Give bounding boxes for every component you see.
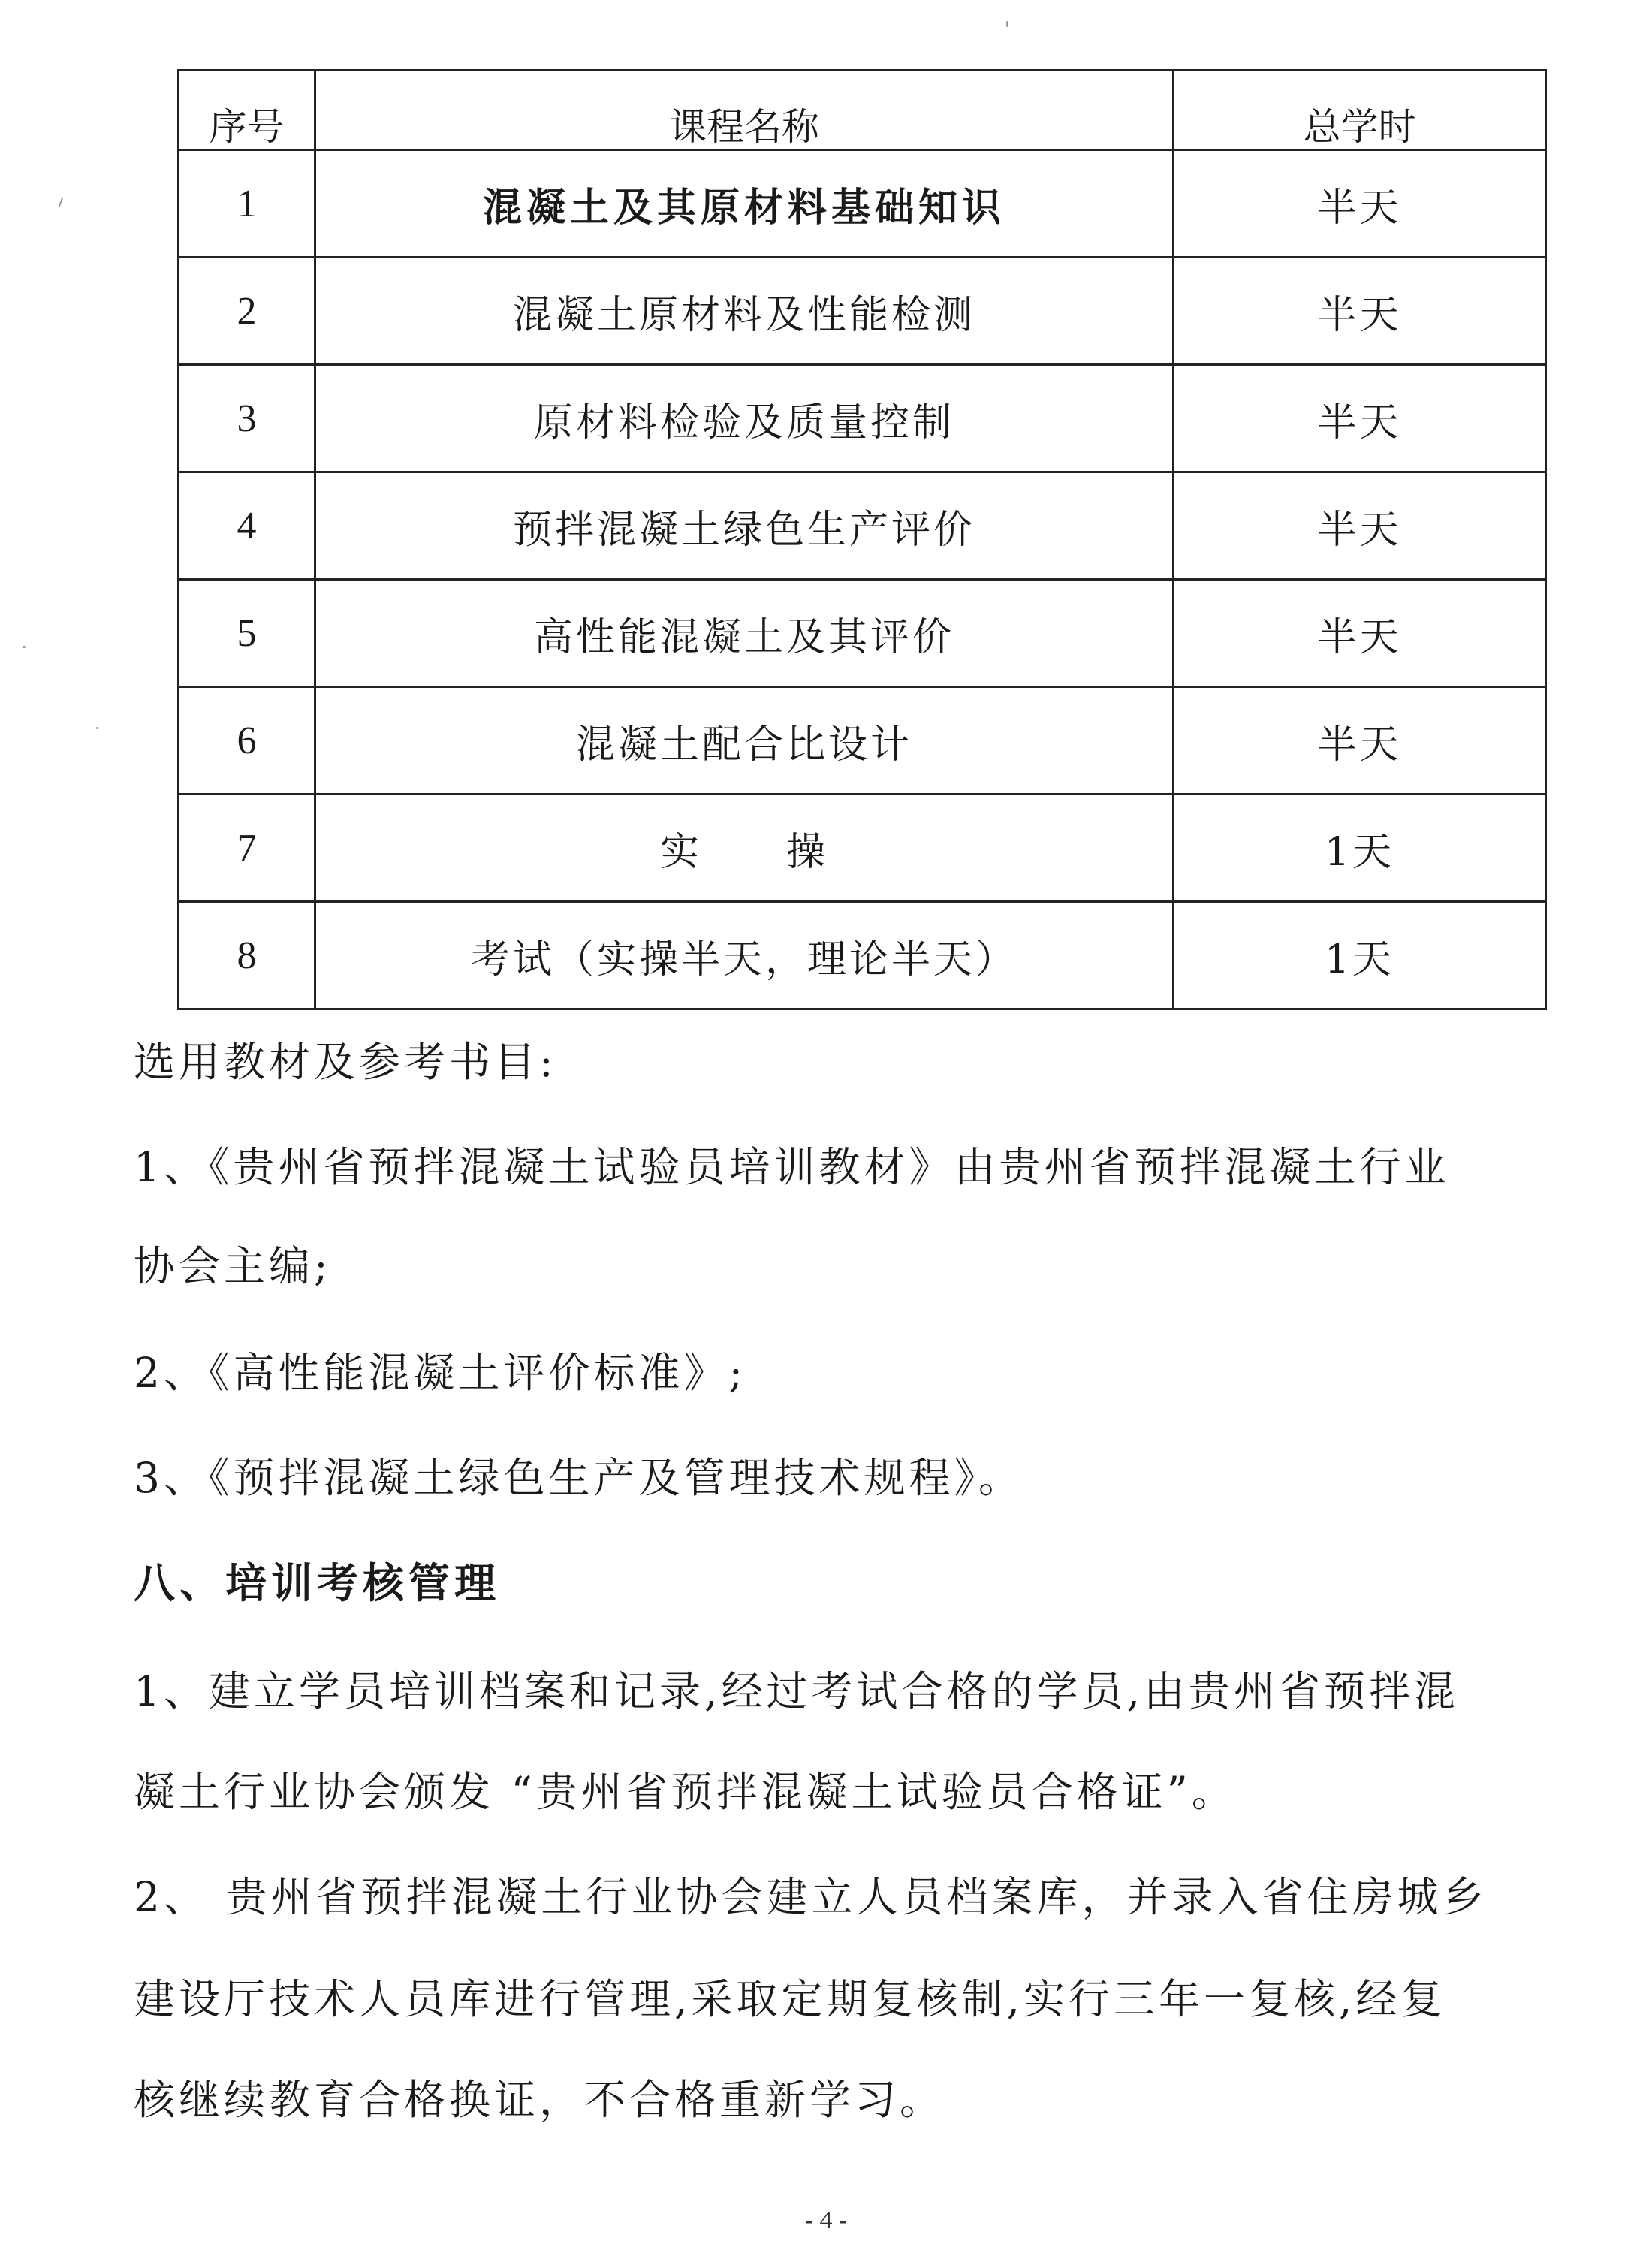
section-paragraph-2-line-3: 核继续教育合格换证，不合格重新学习。 — [134, 2076, 945, 2124]
course-schedule-table — [177, 69, 1547, 1010]
row-hours: 半天 — [1174, 365, 1546, 472]
textbook-item-2: 2、《高性能混凝土评价标准》; — [134, 1349, 747, 1397]
table-row — [179, 258, 1546, 365]
row-course-name: 混凝土配合比设计 — [315, 687, 1174, 795]
textbook-item-3: 3、《预拌混凝土绿色生产及管理技术规程》。 — [134, 1454, 1023, 1502]
textbook-item-1-line-2: 协会主编; — [134, 1242, 332, 1290]
scan-speck — [1006, 21, 1008, 27]
textbooks-intro: 选用教材及参考书目: — [134, 1038, 557, 1086]
row-seq: 2 — [179, 258, 315, 365]
page-number: - 4 - — [804, 2206, 848, 2234]
table-row — [179, 795, 1546, 902]
scan-speck — [23, 646, 26, 648]
row-hours: 半天 — [1174, 687, 1546, 795]
row-course-name: 实 操 — [315, 795, 1174, 902]
scan-speck — [59, 197, 64, 207]
section-paragraph-2-line-2: 建设厅技术人员库进行管理,采取定期复核制,实行三年一复核,经复 — [134, 1975, 1446, 2023]
row-hours: 半天 — [1174, 258, 1546, 365]
table-row — [179, 902, 1546, 1009]
row-seq: 3 — [179, 365, 315, 472]
table-row — [179, 365, 1546, 472]
row-seq: 6 — [179, 687, 315, 795]
textbook-item-1-line-1: 1、《贵州省预拌混凝土试验员培训教材》由贵州省预拌混凝土行业 — [134, 1143, 1450, 1191]
table-row — [179, 687, 1546, 795]
header-course-name: 课程名称 — [315, 71, 1174, 150]
row-course-name: 混凝土原材料及性能检测 — [315, 258, 1174, 365]
row-seq: 7 — [179, 795, 315, 902]
row-course-name: 高性能混凝土及其评价 — [315, 580, 1174, 687]
row-course-name: 考试（实操半天，理论半天） — [315, 902, 1174, 1009]
row-seq: 4 — [179, 472, 315, 580]
section-paragraph-1-line-1: 1、建立学员培训档案和记录,经过考试合格的学员,由贵州省预拌混 — [134, 1667, 1459, 1715]
row-course-name: 混凝土及其原材料基础知识 — [315, 150, 1174, 258]
section-paragraph-1-line-2: 凝土行业协会颁发 “贵州省预拌混凝土试验员合格证”。 — [134, 1768, 1237, 1816]
row-hours: 半天 — [1174, 150, 1546, 258]
table-row — [179, 580, 1546, 687]
table-row — [179, 472, 1546, 580]
row-seq: 8 — [179, 902, 315, 1009]
row-hours: 半天 — [1174, 472, 1546, 580]
table-row — [179, 150, 1546, 258]
section-paragraph-2-line-1: 2、 贵州省预拌混凝土行业协会建立人员档案库，并录入省住房城乡 — [134, 1873, 1488, 1921]
row-hours: 1天 — [1174, 795, 1546, 902]
section-heading-training-management: 八、培训考核管理 — [134, 1558, 501, 1607]
row-hours: 半天 — [1174, 580, 1546, 687]
row-seq: 1 — [179, 150, 315, 258]
row-course-name: 原材料检验及质量控制 — [315, 365, 1174, 472]
header-total-hours: 总学时 — [1174, 71, 1546, 150]
row-hours: 1天 — [1174, 902, 1546, 1009]
row-course-name: 预拌混凝土绿色生产评价 — [315, 472, 1174, 580]
table-header-row — [179, 71, 1546, 150]
header-seq: 序号 — [179, 71, 315, 150]
row-seq: 5 — [179, 580, 315, 687]
scan-speck — [96, 727, 98, 729]
